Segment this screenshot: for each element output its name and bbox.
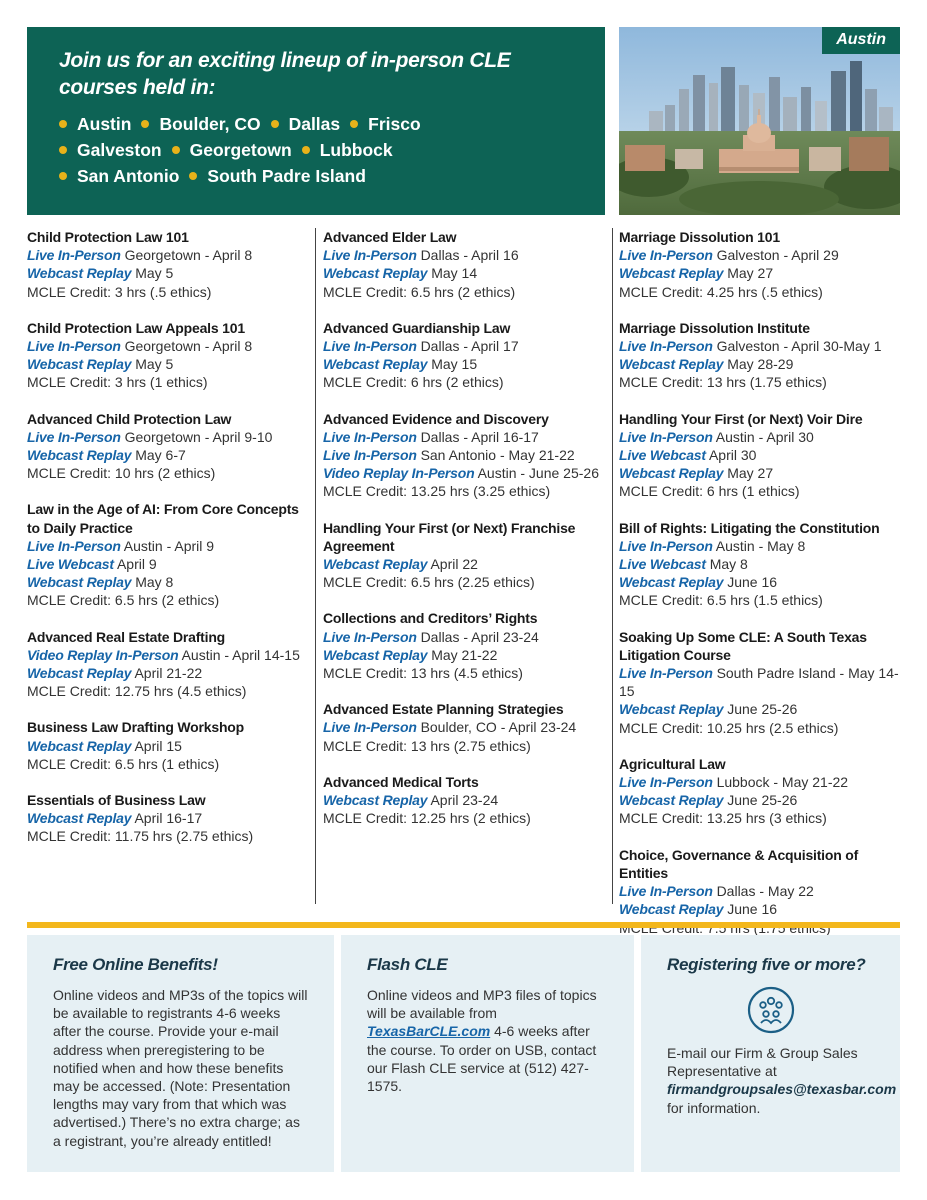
course-format-line: [619, 464, 904, 482]
course-format: Webcast Replay: [323, 265, 428, 282]
course-format-line: [619, 900, 904, 918]
course-format-line: [323, 246, 608, 264]
course-credit: MCLE Credit: 6 hrs (2 ethics): [323, 374, 504, 391]
course-date-location: June 25-26: [727, 701, 798, 718]
course-format-line: [619, 537, 904, 555]
course-credit: MCLE Credit: 6.5 hrs (1 ethics): [27, 755, 220, 772]
group-body-text-2: for information.: [667, 1099, 761, 1116]
course-title: Advanced Guardianship Law: [323, 319, 511, 336]
course-format: Webcast Replay: [27, 810, 132, 827]
course-date-location: May 8: [135, 574, 174, 591]
texasbarcle-link[interactable]: TexasBarCLE.com: [367, 1023, 491, 1040]
city-item: [59, 111, 131, 137]
course-format-line: [323, 646, 608, 664]
course-format: Webcast Replay: [323, 792, 428, 809]
course-format-line: [619, 773, 904, 791]
city-name: Georgetown: [189, 140, 292, 160]
flash-cle-box: [341, 935, 634, 1172]
course-date-location: San Antonio - May 21-22: [420, 447, 575, 464]
course-entry: [323, 700, 608, 755]
course-entry: [323, 319, 608, 392]
course-date-location: April 9: [116, 556, 157, 573]
course-date-location: Austin - April 14-15: [181, 646, 300, 663]
course-format: Live Webcast: [619, 447, 706, 464]
course-format-line: [27, 246, 312, 264]
city-row: [59, 111, 575, 137]
course-format: Live Webcast: [619, 556, 706, 573]
group-people-icon: [747, 986, 795, 1034]
city-item: [302, 137, 393, 163]
course-title: Essentials of Business Law: [27, 792, 206, 809]
course-credit: MCLE Credit: 13 hrs (2.75 ethics): [323, 737, 531, 754]
city-name: Frisco: [368, 114, 421, 134]
course-date-location: Dallas - April 17: [420, 338, 519, 355]
course-format: Live Webcast: [27, 556, 114, 573]
course-entry: [27, 500, 312, 609]
city-item: [172, 137, 292, 163]
course-format: Live In-Person: [323, 628, 417, 645]
course-credit: MCLE Credit: 3 hrs (.5 ethics): [27, 283, 212, 300]
bullet-dot-icon: [172, 146, 180, 154]
course-format-line: [323, 464, 608, 482]
course-format-line: [27, 537, 312, 555]
course-format-line: [619, 246, 904, 264]
city-name: Dallas: [288, 114, 341, 134]
city-item: [141, 111, 260, 137]
course-date-location: June 16: [727, 901, 778, 918]
course-credit: MCLE Credit: 6 hrs (1 ethics): [619, 483, 800, 500]
course-format: Webcast Replay: [619, 574, 724, 591]
course-format-line: [619, 264, 904, 282]
course-format-line: [619, 791, 904, 809]
course-entry: [27, 410, 312, 483]
course-title: Advanced Child Protection Law: [27, 410, 232, 427]
course-title: Advanced Medical Torts: [323, 773, 479, 790]
course-title: Child Protection Law Appeals 101: [27, 319, 245, 336]
course-format-line: [27, 809, 312, 827]
flash-title: Flash CLE: [367, 955, 448, 974]
course-entry: [619, 410, 904, 501]
course-format-line: [323, 718, 608, 736]
course-entry: [323, 228, 608, 301]
course-entry: [619, 319, 904, 392]
course-entry: [27, 628, 312, 701]
course-date-location: May 28-29: [727, 356, 794, 373]
course-column-3: [619, 228, 904, 955]
benefits-title: Free Online Benefits!: [53, 955, 218, 974]
course-format-line: [323, 628, 608, 646]
city-item: [189, 163, 366, 189]
course-date-location: June 16: [727, 574, 778, 591]
flash-body-text-2: 4-6 weeks after the course. To order on USB, contact our Flash CLE service at (512) 427-1575.: [367, 1023, 597, 1095]
city-item: [59, 163, 179, 189]
bullet-dot-icon: [141, 120, 149, 128]
course-credit: MCLE Credit: 10 hrs (2 ethics): [27, 465, 216, 482]
city-row: [59, 163, 575, 189]
course-format-line: [323, 791, 608, 809]
course-format-line: [27, 573, 312, 591]
course-credit: MCLE Credit: 6.5 hrs (2 ethics): [27, 592, 220, 609]
course-format-line: [619, 664, 904, 700]
course-format: Live In-Person: [619, 774, 713, 791]
course-format: Webcast Replay: [619, 465, 724, 482]
course-format-line: [27, 264, 312, 282]
austin-skyline-photo: [619, 27, 900, 215]
course-date-location: May 6-7: [135, 447, 186, 464]
course-format: Video Replay In-Person: [323, 465, 475, 482]
group-sales-email[interactable]: firmandgroupsales@texasbar.com: [667, 1081, 897, 1098]
course-format: Live In-Person: [27, 247, 121, 264]
course-format-line: [619, 573, 904, 591]
course-date-location: Austin - May 8: [715, 537, 806, 554]
course-format: Live In-Person: [27, 537, 121, 554]
city-list: [59, 111, 575, 189]
course-format: Live In-Person: [619, 665, 713, 682]
course-format-line: [323, 337, 608, 355]
course-date-location: Austin - April 9: [123, 537, 215, 554]
course-title: Handling Your First (or Next) Voir Dire: [619, 410, 863, 427]
course-date-location: April 16-17: [134, 810, 203, 827]
course-format: Video Replay In-Person: [27, 646, 179, 663]
course-credit: MCLE Credit: 10.25 hrs (2.5 ethics): [619, 719, 839, 736]
section-divider-rule: [27, 922, 900, 928]
course-title: Advanced Evidence and Discovery: [323, 410, 549, 427]
group-title: Registering five or more?: [667, 955, 866, 974]
city-row: [59, 137, 575, 163]
course-format: Webcast Replay: [27, 447, 132, 464]
course-format-line: [619, 428, 904, 446]
course-format-line: [619, 700, 904, 718]
course-date-location: May 5: [135, 265, 174, 282]
course-date-location: May 8: [709, 556, 748, 573]
course-format-line: [27, 646, 312, 664]
course-date-location: April 22: [430, 556, 478, 573]
city-name: Boulder, CO: [159, 114, 261, 134]
course-format: Webcast Replay: [27, 265, 132, 282]
city-name: South Padre Island: [207, 166, 366, 186]
course-date-location: Austin - April 30: [715, 428, 814, 445]
course-format-line: [27, 355, 312, 373]
course-title: Advanced Elder Law: [323, 229, 457, 245]
course-title: Marriage Dissolution Institute: [619, 319, 810, 336]
course-title: Law in the Age of AI: From Core Concepts to Daily Practice: [27, 501, 299, 536]
course-format: Live In-Person: [323, 447, 417, 464]
course-entry: [27, 319, 312, 392]
course-credit: MCLE Credit: 6.5 hrs (1.5 ethics): [619, 592, 823, 609]
bullet-dot-icon: [350, 120, 358, 128]
course-date-location: Dallas - April 16-17: [420, 428, 539, 445]
city-item: [350, 111, 421, 137]
column-divider: [612, 228, 613, 904]
course-credit: MCLE Credit: 12.25 hrs (2 ethics): [323, 810, 531, 827]
course-format: Webcast Replay: [27, 737, 132, 754]
course-format: Webcast Replay: [619, 901, 724, 918]
course-format: Live In-Person: [619, 338, 713, 355]
course-format: Webcast Replay: [323, 556, 428, 573]
course-date-location: South Padre Island - May 14-15: [619, 665, 899, 700]
course-title: Bill of Rights: Litigating the Constitution: [619, 519, 880, 536]
course-date-location: April 23-24: [430, 792, 499, 809]
course-credit: MCLE Credit: 6.5 hrs (2 ethics): [323, 283, 516, 300]
course-date-location: Dallas - May 22: [716, 883, 814, 900]
course-format: Live In-Person: [619, 428, 713, 445]
course-date-location: Georgetown - April 9-10: [124, 428, 273, 445]
course-format: Live In-Person: [619, 247, 713, 264]
course-date-location: May 15: [431, 356, 478, 373]
course-credit: MCLE Credit: 12.75 hrs (4.5 ethics): [27, 683, 247, 700]
benefits-body: Online videos and MP3s of the topics will be available to registrants 4-6 weeks after the course. Provide your e-mail address when preregistering to be notified when and how these benefits may be accessed. (Note: Presentation lengths may vary from that which was advertised.) There’s no extra charge; as a registrant, you’re already entitled!: [53, 987, 308, 1149]
course-format-line: [619, 355, 904, 373]
course-date-location: Austin - June 25-26: [477, 465, 599, 482]
course-format-line: [27, 737, 312, 755]
course-format: Live In-Person: [27, 428, 121, 445]
city-name: Galveston: [77, 140, 162, 160]
course-entry: [323, 609, 608, 682]
course-entry: [619, 228, 904, 301]
course-column-2: [323, 228, 608, 845]
course-date-location: May 27: [727, 465, 774, 482]
course-format: Webcast Replay: [619, 265, 724, 282]
group-registration-box: [641, 935, 900, 1172]
course-credit: MCLE Credit: 11.75 hrs (2.75 ethics): [27, 828, 254, 845]
flash-body: [367, 986, 608, 1095]
bullet-dot-icon: [271, 120, 279, 128]
course-columns: [27, 228, 900, 918]
course-format: Live In-Person: [323, 247, 417, 264]
hero-heading: Join us for an exciting lineup of in-person CLE courses held in:: [59, 49, 511, 99]
course-format-line: [619, 337, 904, 355]
course-date-location: Boulder, CO - April 23-24: [420, 719, 577, 736]
course-entry: [619, 755, 904, 828]
course-format: Live In-Person: [619, 883, 713, 900]
course-credit: MCLE Credit: 3 hrs (1 ethics): [27, 374, 208, 391]
course-date-location: April 15: [134, 737, 182, 754]
skyline-illustration: [619, 27, 900, 215]
course-date-location: Georgetown - April 8: [124, 247, 253, 264]
course-date-location: Galveston - April 29: [716, 247, 839, 264]
city-name: Austin: [77, 114, 132, 134]
course-title: Choice, Governance & Acquisition of Entities: [619, 846, 859, 881]
city-item: [271, 111, 341, 137]
bullet-dot-icon: [302, 146, 310, 154]
city-name: Lubbock: [319, 140, 393, 160]
course-date-location: May 27: [727, 265, 774, 282]
course-credit: MCLE Credit: 13.25 hrs (3 ethics): [619, 810, 827, 827]
course-entry: [619, 628, 904, 737]
course-format: Webcast Replay: [27, 665, 132, 682]
course-format: Webcast Replay: [619, 701, 724, 718]
course-date-location: Lubbock - May 21-22: [716, 774, 849, 791]
city-name: San Antonio: [77, 166, 180, 186]
course-date-location: Dallas - April 16: [420, 247, 519, 264]
course-format: Webcast Replay: [323, 646, 428, 663]
course-title: Handling Your First (or Next) Franchise Agreement: [323, 519, 576, 554]
course-column-1: [27, 228, 312, 864]
course-title: Business Law Drafting Workshop: [27, 719, 244, 736]
course-credit: MCLE Credit: 6.5 hrs (2.25 ethics): [323, 574, 535, 591]
course-format: Live In-Person: [323, 338, 417, 355]
course-format-line: [323, 355, 608, 373]
course-credit: MCLE Credit: 4.25 hrs (.5 ethics): [619, 283, 823, 300]
course-format: Webcast Replay: [27, 574, 132, 591]
course-format: Live In-Person: [323, 428, 417, 445]
course-credit: MCLE Credit: 13 hrs (1.75 ethics): [619, 374, 827, 391]
course-format-line: [27, 428, 312, 446]
course-entry: [323, 773, 608, 828]
course-format: Live In-Person: [619, 537, 713, 554]
course-entry: [619, 519, 904, 610]
course-format-line: [323, 555, 608, 573]
course-credit: MCLE Credit: 13.25 hrs (3.25 ethics): [323, 483, 551, 500]
course-format-line: [323, 446, 608, 464]
course-title: Advanced Estate Planning Strategies: [323, 701, 564, 718]
course-format-line: [323, 428, 608, 446]
course-format: Webcast Replay: [323, 356, 428, 373]
course-format-line: [619, 555, 904, 573]
course-entry: [323, 519, 608, 592]
course-credit: MCLE Credit: 13 hrs (4.5 ethics): [323, 665, 523, 682]
column-divider: [315, 228, 316, 904]
bullet-dot-icon: [189, 172, 197, 180]
course-date-location: June 25-26: [727, 792, 798, 809]
group-body-text: E-mail our Firm & Group Sales Representative at: [667, 1045, 858, 1080]
course-date-location: May 14: [431, 265, 478, 282]
course-format-line: [27, 555, 312, 573]
course-format: Webcast Replay: [619, 792, 724, 809]
bullet-dot-icon: [59, 172, 67, 180]
city-item: [59, 137, 162, 163]
hero-banner: [27, 27, 605, 215]
course-format-line: [323, 264, 608, 282]
free-online-benefits-box: [27, 935, 334, 1172]
course-date-location: May 5: [135, 356, 174, 373]
photo-location-tag: Austin: [822, 27, 900, 54]
course-format-line: [619, 446, 904, 464]
course-format-line: [27, 337, 312, 355]
course-format: Webcast Replay: [619, 356, 724, 373]
course-date-location: April 30: [708, 447, 757, 464]
group-body: [667, 1044, 897, 1117]
course-title: Agricultural Law: [619, 755, 726, 772]
course-entry: [27, 718, 312, 773]
course-format-line: [27, 446, 312, 464]
course-date-location: Galveston - April 30-May 1: [716, 338, 882, 355]
flash-body-text: Online videos and MP3 files of topics will be available from: [367, 987, 597, 1022]
course-entry: [27, 791, 312, 846]
course-title: Marriage Dissolution 101: [619, 229, 780, 245]
course-date-location: May 21-22: [431, 646, 498, 663]
bullet-dot-icon: [59, 146, 67, 154]
course-title: Collections and Creditors’ Rights: [323, 610, 538, 627]
course-entry: [27, 228, 312, 301]
course-title: Soaking Up Some CLE: A South Texas Litigation Course: [619, 628, 867, 663]
course-date-location: April 21-22: [134, 665, 203, 682]
course-format: Webcast Replay: [27, 356, 132, 373]
course-title: Advanced Real Estate Drafting: [27, 628, 226, 645]
course-entry: [323, 410, 608, 501]
course-date-location: Georgetown - April 8: [124, 338, 253, 355]
course-title: Child Protection Law 101: [27, 229, 189, 245]
course-format-line: [619, 882, 904, 900]
course-date-location: Dallas - April 23-24: [420, 628, 539, 645]
course-format: Live In-Person: [27, 338, 121, 355]
course-format: Live In-Person: [323, 719, 417, 736]
course-format-line: [27, 664, 312, 682]
bullet-dot-icon: [59, 120, 67, 128]
